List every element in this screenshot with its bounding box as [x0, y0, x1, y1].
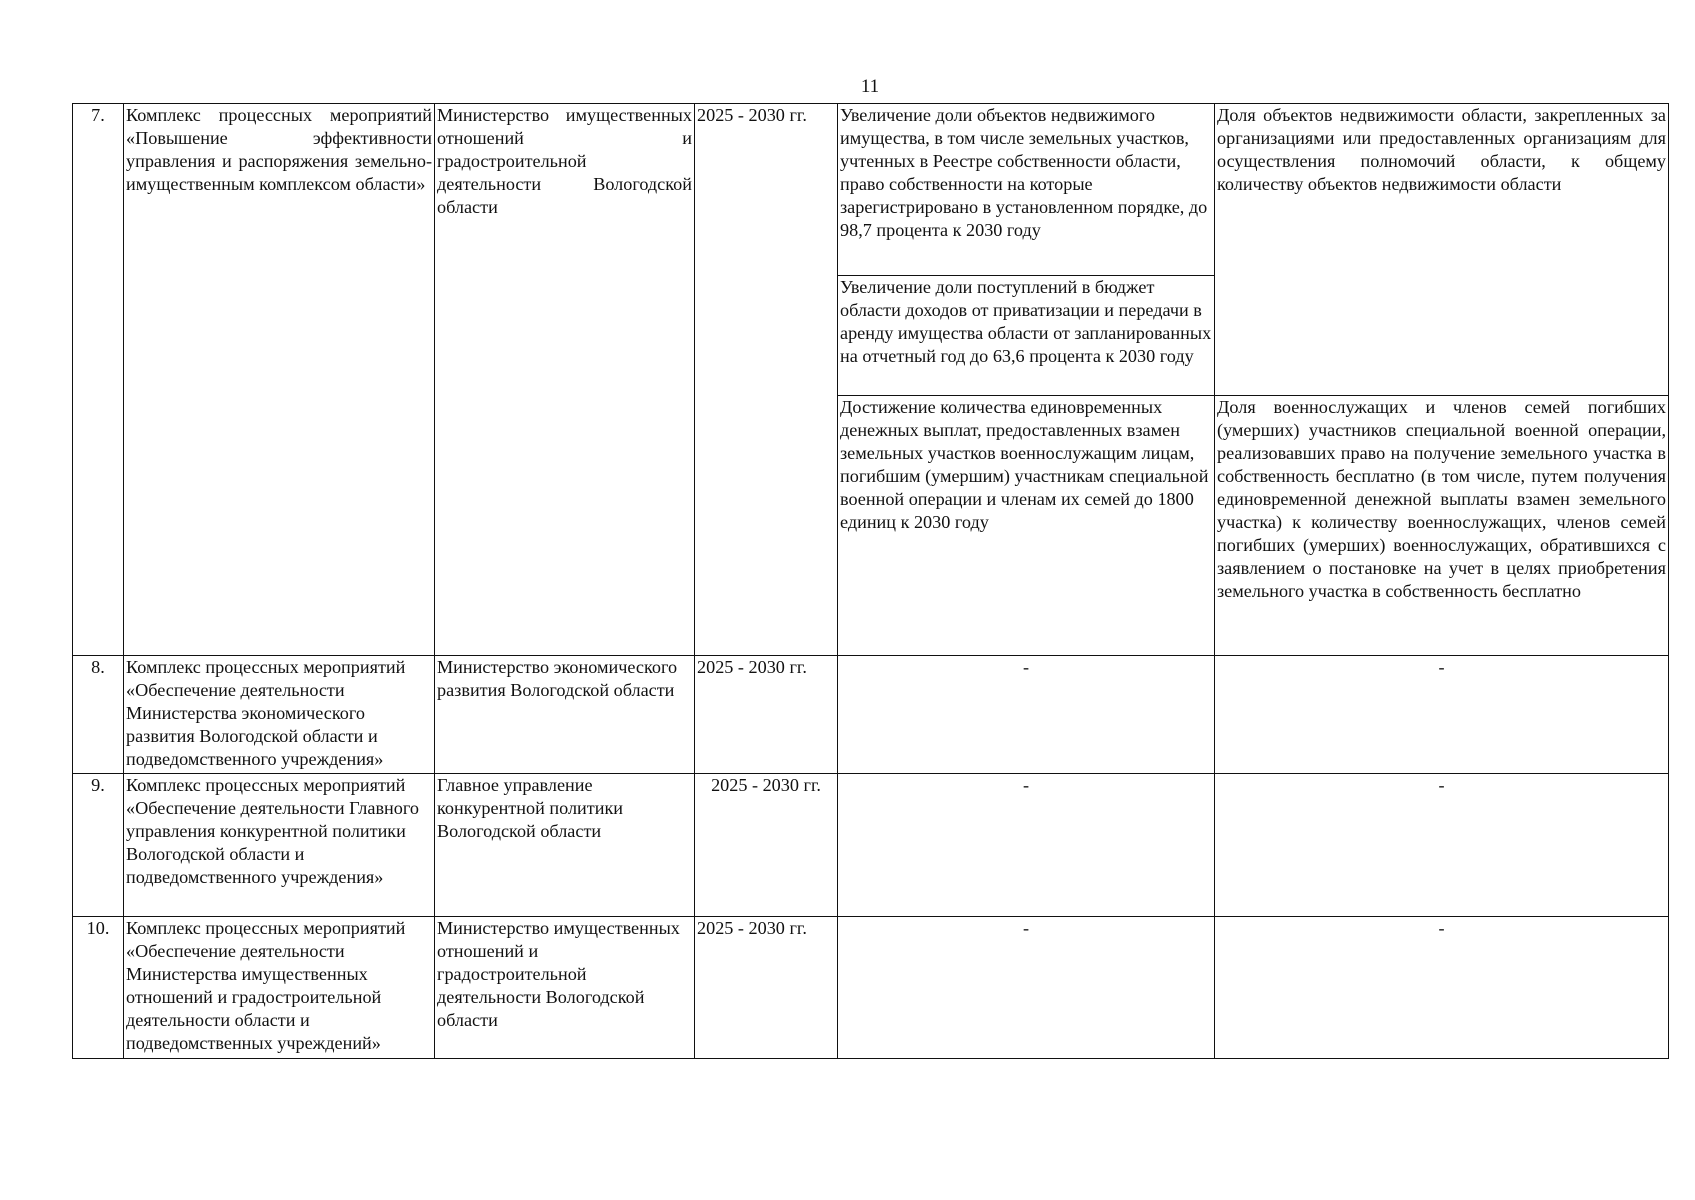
- table-row: [73, 104, 1669, 276]
- complex-name: Комплекс процессных мероприятий «Обеспечение деятельности Министерства экономического развития Вологодской области и подведомственного учреждения»: [124, 656, 435, 774]
- period: 2025 - 2030 гг.: [695, 656, 838, 774]
- task-text: Увеличение доли объектов недвижимого имущества, в том числе земельных участков, учтенных в Реестре собственности области, право собственности на которые зарегистрировано в установленном порядке, до 98,7 процента к 2030 году: [838, 104, 1215, 276]
- table-row: [73, 656, 1669, 774]
- responsible-body: Министерство имущественных отношений и градостроительной деятельности Вологодской области: [435, 917, 695, 1059]
- task-text: -: [838, 774, 1215, 917]
- indicator-text: -: [1215, 774, 1669, 917]
- period: 2025 - 2030 гг.: [695, 774, 838, 917]
- row-number: 10.: [73, 917, 124, 1059]
- program-table: [72, 103, 1669, 1059]
- row-number: 7.: [73, 104, 124, 656]
- complex-name: Комплекс процессных мероприятий «Обеспечение деятельности Главного управления конкурентной политики Вологодской области и подведомственного учреждения»: [124, 774, 435, 917]
- indicator-text: -: [1215, 917, 1669, 1059]
- responsible-body: Министерство экономического развития Вологодской области: [435, 656, 695, 774]
- period: 2025 - 2030 гг.: [695, 104, 838, 656]
- responsible-body: Министерство имущественных отношений и градостроительной деятельности Вологодской области: [435, 104, 695, 656]
- task-text: Увеличение доли поступлений в бюджет области доходов от приватизации и передачи в аренду имущества области от запланированных на отчетный год до 63,6 процента к 2030 году: [838, 276, 1215, 396]
- complex-name: Комплекс процессных мероприятий «Повышение эффективности управления и распоряжения земельно-имущественным комплексом области»: [124, 104, 435, 656]
- row-number: 8.: [73, 656, 124, 774]
- period: 2025 - 2030 гг.: [695, 917, 838, 1059]
- table-row: [73, 774, 1669, 917]
- row-number: 9.: [73, 774, 124, 917]
- indicator-text: Доля объектов недвижимости области, закрепленных за организациями или предоставленных организациям для осуществления полномочий области, к общему количеству объектов недвижимости области: [1215, 104, 1669, 396]
- indicator-text: Доля военнослужащих и членов семей погибших (умерших) участников специальной военной операции, реализовавших право на получение земельного участка в собственность бесплатно (в том числе, путем получения единовременной денежной выплаты взамен земельного участка) к количеству военнослужащих, членов семей погибших (умерших) военнослужащих, обратившихся с заявлением о постановке на учет в целях приобретения земельного участка в собственность бесплатно: [1215, 396, 1669, 656]
- page-number: 11: [860, 76, 880, 97]
- indicator-text: -: [1215, 656, 1669, 774]
- task-text: -: [838, 917, 1215, 1059]
- table-row: [73, 917, 1669, 1059]
- responsible-body: Главное управление конкурентной политики Вологодской области: [435, 774, 695, 917]
- task-text: Достижение количества единовременных денежных выплат, предоставленных взамен земельных участков военнослужащим лицам, погибшим (умершим) участникам специальной военной операции и членам их семей до 1800 единиц к 2030 году: [838, 396, 1215, 656]
- task-text: -: [838, 656, 1215, 774]
- complex-name: Комплекс процессных мероприятий «Обеспечение деятельности Министерства имущественных отношений и градостроительной деятельности области и подведомственных учреждений»: [124, 917, 435, 1059]
